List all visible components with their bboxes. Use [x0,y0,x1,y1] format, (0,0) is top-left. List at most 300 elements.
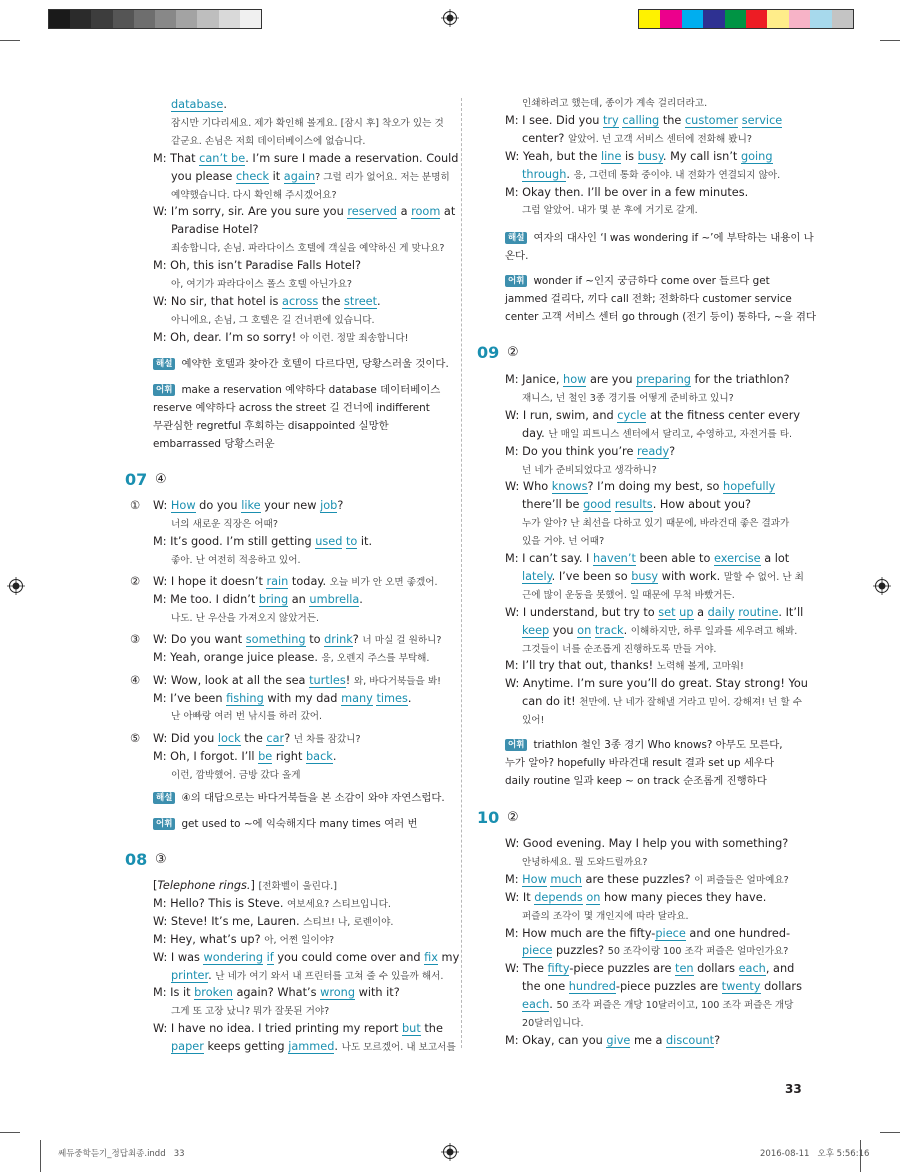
underlined-word: bring [258,593,289,606]
underlined-word: good [583,498,612,512]
korean-translation: 예약했습니다. 다시 확인해 주시겠어요? [171,189,337,201]
dialogue-line [522,514,789,533]
korean-translation: 누가 알아? 난 최선을 다하고 있기 때문에, 바라건대 좋은 결과가 [522,518,790,530]
print-timestamp: 2016-08-11 오후 5:56:16 [760,1149,870,1159]
english-text: -piece puzzles are [615,980,722,994]
korean-translation: 퍼즐의 조각이 몇 개인지에 따라 달라요. [522,910,689,922]
english-text: W: Wow, look at all the sea [153,673,310,687]
korean-translation: 난 네가 여기 와서 내 프린터를 고쳐 줄 수 있을까 해서. [215,970,444,982]
note-text: ④의 대답으로는 바다거북들을 본 소감이 와야 자연스럽다. [181,792,445,804]
underlined-word: room [411,205,441,219]
english-text: W: I have no idea. I tried printing my report [153,1022,402,1036]
dialogue-line [171,168,450,187]
english-text: W: Who [505,480,552,494]
underlined-word: like [241,499,261,512]
color-swatch [767,10,788,28]
english-text: [ [153,879,158,892]
color-swatch [810,10,831,28]
english-text: to [305,633,325,647]
dialogue-line [522,389,734,408]
english-text: how many pieces they have. [600,890,767,904]
underlined-word: umbrella [309,593,360,606]
english-text: it [269,169,284,183]
english-text: W: Yeah, but the [505,149,602,163]
section-tag: 어휘 [505,739,527,751]
english-text: with work. [658,569,724,583]
dialogue-line [505,112,782,130]
dialogue-line [171,707,322,726]
korean-translation: 말할 수 없어. 난 최 [723,571,804,583]
underlined-word: back [305,749,333,763]
gray-swatch [70,10,91,28]
english-text: W: [153,499,171,512]
dialogue-line [522,640,716,659]
dialogue-line [153,591,363,609]
note-text: center 고객 서비스 센터 go through (전기 등이) 통하다, ~을 겪다 [505,310,816,323]
english-text: ! [345,673,354,687]
note-text: wonder if ~인지 궁금하다 come over 들르다 get [533,275,770,287]
korean-translation: 나도. 난 우산을 가져오지 않았거든. [171,612,320,624]
english-text: . [223,98,227,111]
english-text: M: Do you think you’re [505,444,637,458]
underlined-word: ten [675,962,694,976]
english-text: with my dad [263,691,342,705]
underlined-word: How [522,872,547,886]
dialogue-line [171,311,375,330]
dialogue-line [171,275,352,294]
english-text: center? [522,131,568,145]
color-swatch [639,10,660,28]
question-08-answer: ③ [155,852,167,867]
korean-translation: 그게 또 고장 났니? 뭐가 잘못된 거야? [171,1006,330,1018]
english-text: Telephone rings. [157,879,251,892]
english-text: again? What’s [232,986,321,1000]
dialogue-line [171,609,319,628]
korean-translation: 50 조각 퍼즐은 개당 10달러이고, 100 조각 퍼즐은 개당 [556,1000,794,1012]
underlined-word: each [738,962,766,976]
underlined-word: twenty [721,980,761,994]
dialogue-line [522,586,735,605]
underlined-word: exercise [714,552,761,565]
dialogue-line [505,604,803,622]
underlined-word: piece [522,944,553,958]
korean-translation: 넌 차를 잠갔니? [293,733,361,745]
english-text: an [288,593,310,606]
english-text: W: Steve! It’s me, Lauren. [153,914,304,928]
dialogue-line [505,960,794,978]
korean-translation: 아, 여기가 파라다이스 폴스 호텔 아닌가요? [171,279,352,290]
vocabulary [505,772,767,790]
english-text: right [272,749,306,763]
english-text: . [566,167,574,181]
underlined-word: routine [738,605,779,619]
english-text: . [208,968,216,982]
korean-translation: 아 이런. 정말 죄송합니다! [299,332,409,344]
option-marker: ① [130,499,141,512]
note-text: 온다. [505,249,529,262]
underlined-word: try [602,113,619,127]
gray-swatch [91,10,112,28]
english-text: . [407,691,412,705]
underlined-word: times [376,691,408,705]
underlined-word: up [679,605,694,619]
underlined-word: turtles [309,673,346,687]
gray-swatch [176,10,197,28]
english-text: there’ll be [522,498,584,512]
english-text: me a [630,1033,667,1047]
file-label: 쎄듀중학듣기_정답최종.indd 33 [58,1149,185,1159]
dialogue-line [505,371,790,389]
english-text: . [377,294,381,308]
korean-translation: 근에 많이 운동을 못했어. 일 때문에 무척 바빴거든. [522,589,735,601]
english-text: W: Do you want [153,633,246,647]
english-text: a [396,205,412,219]
dialogue-line [505,835,788,853]
english-text: do you [195,499,242,512]
color-swatch [789,10,810,28]
note-text: 무관심한 regretful 후회하는 disappointed 실망한 [153,419,389,432]
dialogue-line [153,329,409,348]
underlined-word: set [658,605,676,619]
gray-swatch [113,10,134,28]
dialogue-line [171,551,301,570]
underlined-word: track [594,623,624,637]
dialogue-line [153,631,442,650]
english-text: puzzles? [552,944,608,958]
english-text: ] [250,879,259,892]
underlined-word: haven’t [592,552,636,565]
english-text: the [659,113,685,127]
underlined-word: hundred [568,980,616,994]
color-swatch [703,10,724,28]
crop-mark [0,40,20,41]
question-07-number: 07 [125,470,148,489]
note-text: embarrassed 당황스러운 [153,437,275,450]
section-tag: 해설 [153,792,175,804]
english-text: W: I hope it doesn’t [153,575,267,589]
korean-translation: 좋아. 난 여전히 적응하고 있어. [171,554,301,566]
english-text: W: I was [153,950,204,964]
dialogue-line [522,942,788,961]
dialogue-line [153,748,336,766]
cmyk-color-bar [638,9,854,29]
english-text: ? I’m doing my best, so [587,480,724,494]
underlined-word: check [235,169,270,183]
english-text: W: The [505,962,548,976]
english-text: . [334,1040,342,1054]
dialogue-line [522,907,689,926]
registration-mark-top [441,9,459,27]
vocabulary [505,736,783,754]
gray-swatch [219,10,240,28]
dialogue-line [522,496,751,514]
registration-mark-right [873,577,891,595]
english-text: the [240,731,267,745]
korean-translation: 이 퍼즐들은 얼마예요? [694,874,789,886]
explanation [505,229,814,247]
registration-mark-bottom [441,1143,459,1161]
english-text: , and [765,962,795,976]
underlined-word: street [344,294,378,308]
option-marker: ⑤ [130,731,141,745]
english-text: you could come over and [273,950,425,964]
english-text: . [332,749,337,763]
korean-translation: 너의 새로운 직장은 어때? [171,518,278,530]
korean-translation: 50 조각이랑 100 조각 퍼즐은 얼마인가요? [607,946,789,958]
korean-translation: [전화벨이 울린다.] [258,881,337,892]
underlined-word: How [170,499,196,512]
english-text: W: I run, swim, and [505,408,618,422]
dialogue-line [153,573,438,592]
english-text: W: Good evening. May I help you with something? [505,837,789,850]
dialogue-line [153,913,393,932]
explanation [505,247,528,265]
english-text: . I’m sure I made a reservation. Could [245,151,459,165]
english-text: W: Did you [153,731,218,745]
question-09-answer: ② [507,345,519,360]
vocabulary [505,290,792,308]
underlined-word: but [402,1022,421,1036]
english-text: M: Hello? This is Steve. [153,896,288,910]
underlined-word: fishing [226,691,264,705]
dialogue-line [171,239,445,258]
dialogue-line [522,711,544,730]
dialogue-line [153,690,411,708]
english-text: M: [505,872,523,886]
section-tag: 어휘 [505,275,527,287]
english-text: ? [352,633,363,647]
gray-color-bar [48,9,262,29]
underlined-word: busy [637,149,663,163]
english-text: at [440,205,456,219]
question-10-number: 10 [477,808,500,827]
dialogue-line [171,1038,456,1057]
dialogue-line [153,949,459,967]
dialogue-line [505,184,748,202]
english-text: dollars [693,962,739,976]
crop-mark [880,40,900,41]
underlined-word: daily [707,605,735,619]
english-text: . [549,998,557,1012]
dialogue-line [171,766,301,785]
english-text: keeps getting [203,1040,289,1054]
underlined-word: again [283,169,316,183]
vocabulary [505,308,816,326]
dialogue-line [522,201,698,220]
underlined-word: lately [522,569,552,583]
english-text: ? [714,1033,721,1047]
dialogue-line [153,293,381,311]
english-text: M: Oh, I forgot. I’ll [153,749,259,763]
korean-translation: 천만에. 난 네가 잘해낼 거라고 믿어. 강해져! 넌 할 수 [579,697,802,709]
english-text: day. [522,426,549,440]
english-text: ? [669,444,676,458]
dialogue-line [171,515,278,534]
english-text: M: I’ve been [153,691,227,705]
korean-translation: 재니스, 넌 철인 3종 경기를 어떻게 준비하고 있니? [522,392,734,404]
gray-swatch [155,10,176,28]
underlined-word: going [740,149,773,163]
dialogue-line [171,186,337,205]
korean-translation: 난 아빠랑 여러 번 낚시를 하러 갔어. [171,711,323,723]
korean-translation: 안녕하세요. 뭘 도와드릴까요? [522,856,648,868]
korean-translation: 넌 네가 준비되었다고 생각하니? [522,464,657,476]
korean-translation: 알았어. 넌 고객 서비스 센터에 전화해 봤니? [567,133,752,145]
english-text: . It’ll [778,605,804,619]
crop-mark [40,1140,41,1172]
korean-translation: 아, 어쩐 일이야? [264,934,335,946]
underlined-word: preparing [636,373,691,386]
english-text: been able to [635,552,714,565]
underlined-word: fix [424,950,438,964]
korean-translation: 20달러입니다. [522,1018,584,1029]
english-text: M: Yeah, orange juice please. [153,651,322,665]
dialogue-line [522,94,707,113]
underlined-word: ready [637,444,670,458]
dialogue-line [153,730,361,749]
underlined-word: piece [655,926,686,940]
dialogue-line [505,407,800,425]
dialogue-line [505,443,675,461]
underlined-word: keep [522,623,550,637]
dialogue-line [505,478,775,496]
dialogue-line [505,889,766,907]
dialogue-line [153,649,429,668]
note-text: 여자의 대사인 ‘I was wondering if ~’에 부탁하는 내용이 나 [533,232,814,244]
question-08-number: 08 [125,850,148,869]
underlined-word: something [245,633,306,647]
note-text: make a reservation 예약하다 database 데이터베이스 [181,384,441,396]
english-text: M: Hey, what’s up? [153,932,265,946]
korean-translation: 있어! [522,715,545,727]
english-text: W: I understand, but try to [505,605,659,619]
english-text: . My call isn’t [662,149,741,163]
underlined-word: many [341,691,373,705]
english-text: you [549,623,578,637]
english-text: . How about you? [652,498,752,512]
dialogue-line [153,931,334,950]
underlined-word: across [282,294,319,308]
english-text: ? [284,731,294,745]
underlined-word: busy [631,569,659,583]
note-text: get used to ~에 익숙해지다 many times 여러 번 [181,818,418,830]
english-text: the [420,1022,443,1036]
english-text: with it? [355,986,400,1000]
underlined-word: can’t be [199,151,246,165]
dialogue-line [522,622,797,641]
dialogue-line [505,148,773,166]
section-tag: 어휘 [153,818,175,830]
korean-translation: 그것들이 너를 순조롭게 진행하도록 만들 거야. [522,643,717,655]
dialogue-line [505,871,789,890]
column-divider [461,98,462,1048]
korean-translation: 스티브! 나, 로렌이야. [303,916,394,928]
section-tag: 어휘 [153,384,175,396]
crop-mark [880,1132,900,1133]
underlined-word: paper [171,1040,204,1054]
note-text: triathlon 철인 3종 경기 Who knows? 아무도 모른다, [533,739,783,751]
dialogue-line [522,532,604,551]
dialogue-line [505,1032,720,1050]
question-10-answer: ② [507,810,519,825]
section-tag: 해설 [153,358,175,370]
dialogue-line [171,967,443,986]
korean-translation: 나도 모르겠어. 내 보고서를 [341,1042,456,1054]
underlined-word: service [741,113,783,127]
section-tag: 해설 [505,232,527,244]
underlined-word: discount [666,1033,715,1047]
dialogue-line [522,853,647,872]
dialogue-line [153,984,400,1002]
english-text: -piece puzzles are [569,962,676,976]
korean-translation: 이런, 깜박했어. 금방 갔다 올게 [171,769,301,781]
option-marker: ② [130,575,141,589]
dialogue-line [153,257,361,275]
underlined-word: be [258,749,273,763]
dialogue-line [505,675,808,693]
underlined-word: database [171,98,224,111]
gray-swatch [134,10,155,28]
english-text: dollars [760,980,802,994]
note-text: reserve 예약하다 across the street 길 건너에 indifferent [153,401,430,414]
vocabulary [153,399,430,417]
dialogue-line [522,461,657,480]
korean-translation: 인쇄하려고 했는데, 종이가 계속 걸리더라고. [522,98,708,109]
underlined-word: give [606,1033,631,1047]
underlined-word: if [266,950,274,964]
dialogue-line [153,203,455,221]
dialogue-line [522,1014,584,1033]
korean-translation: 아니에요, 손님, 그 호텔은 길 건너편에 있습니다. [171,314,375,326]
english-text: M: How much are the fifty- [505,926,656,940]
underlined-word: rain [266,575,289,589]
dialogue-line [171,1002,329,1021]
dialogue-line [505,925,790,943]
note-text: 누가 알아? hopefully 바라건대 result 결과 set up 세우다 [505,756,774,769]
english-text: W: Anytime. I’m sure you’ll do great. Stay strong! You [505,677,808,691]
dialogue-line [171,96,227,114]
english-text: my [437,950,460,964]
explanation [153,355,449,373]
english-text: you please [171,169,236,183]
underlined-word: to [345,534,358,548]
english-text: are you [586,373,637,386]
korean-translation: 이해하지만, 하루 일과를 세우려고 해봐. [630,625,798,637]
dialogue-line [522,166,780,185]
dialogue-line [522,996,793,1015]
dialogue-line [522,130,752,149]
underlined-word: wondering [203,950,264,964]
vocabulary [153,417,389,435]
vocabulary [505,754,774,772]
underlined-word: drink [324,633,353,647]
dialogue-line [153,1020,443,1038]
question-07-answer: ④ [155,472,167,487]
underlined-word: on [577,623,592,637]
english-text: M: Okay then. I’ll be over in a few minutes. [505,185,749,199]
underlined-word: fifty [547,962,570,976]
underlined-word: line [601,149,622,163]
korean-translation: 오늘 비가 안 오면 좋겠어. [329,577,438,589]
korean-translation: 같군요. 손님은 저희 데이터베이스에 없습니다. [171,135,366,147]
dialogue-line [153,497,343,515]
korean-translation: 죄송합니다, 손님. 파라다이스 호텔에 객실을 예약하신 게 맞나요? [171,243,445,255]
vocabulary [153,815,418,833]
english-text: M: I’ll try that out, thanks! [505,659,657,673]
underlined-word: depends [534,890,583,904]
gray-swatch [49,10,70,28]
vocabulary [153,435,275,453]
